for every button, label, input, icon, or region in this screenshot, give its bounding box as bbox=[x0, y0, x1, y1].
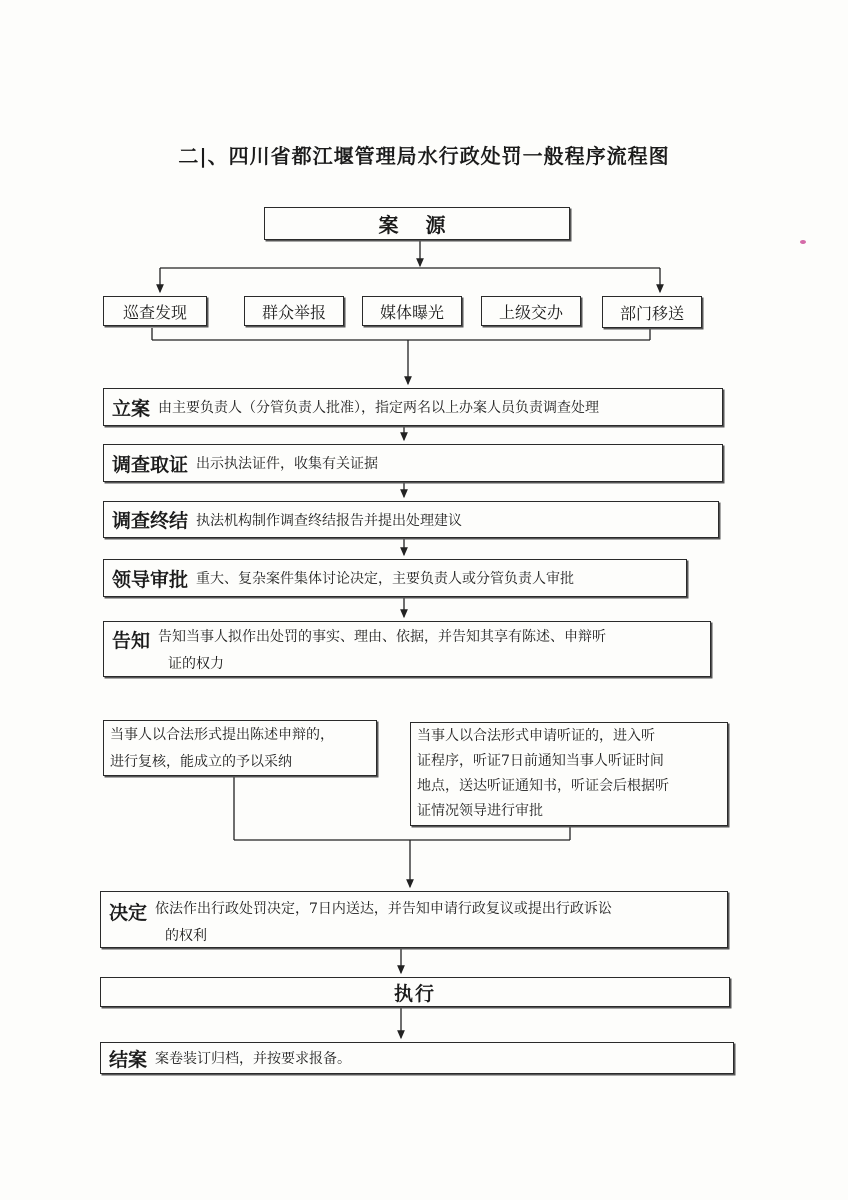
step-approval bbox=[103, 559, 687, 597]
step-head: 告知 bbox=[112, 630, 151, 652]
option-line: 进行复核，能成立的予以采纳 bbox=[110, 754, 292, 770]
step-head: 调查终结 bbox=[112, 510, 189, 532]
channel-label: 媒体曝光 bbox=[379, 302, 444, 322]
channel-superior bbox=[481, 296, 581, 326]
step-filing bbox=[103, 388, 723, 426]
step-body-line2: 证的权力 bbox=[168, 656, 224, 672]
source-box bbox=[264, 207, 570, 240]
channel-public-report bbox=[244, 296, 344, 326]
channel-department bbox=[602, 296, 702, 328]
scan-speck bbox=[798, 238, 808, 246]
step-notify bbox=[103, 621, 711, 677]
channel-label: 巡查发现 bbox=[122, 302, 187, 322]
option-line: 证程序，听证7日前通知当事人听证时间 bbox=[417, 753, 664, 769]
option-line: 当事人以合法形式提出陈述申辩的， bbox=[110, 727, 334, 743]
execution-label: 执行 bbox=[393, 982, 436, 1005]
step-evidence bbox=[103, 444, 723, 482]
step-execution bbox=[100, 977, 730, 1007]
step-head: 领导审批 bbox=[112, 568, 189, 591]
step-decision bbox=[100, 891, 728, 948]
option-line: 当事人以合法形式申请听证的，进入听 bbox=[417, 728, 655, 744]
channel-label: 群众举报 bbox=[261, 302, 326, 322]
step-body-line1: 告知当事人拟作出处罚的事实、理由、依据，并告知其享有陈述、申辩听 bbox=[158, 629, 607, 645]
channel-label: 上级交办 bbox=[498, 302, 563, 322]
channel-patrol bbox=[103, 296, 207, 326]
option-line: 地点，送达听证通知书，听证会后根据听 bbox=[417, 778, 669, 794]
step-body: 执法机构制作调查终结报告并提出处理建议 bbox=[196, 512, 463, 529]
step-body: 由主要负责人（分管负责人批准），指定两名以上办案人员负责调查处理 bbox=[158, 400, 600, 416]
step-body: 案卷装订归档，并按要求报备。 bbox=[155, 1051, 352, 1067]
source-label: 案 源 bbox=[378, 213, 456, 237]
option-defense bbox=[103, 720, 377, 776]
step-head: 结案 bbox=[109, 1048, 148, 1071]
option-line: 证情况领导进行审批 bbox=[417, 803, 543, 819]
channel-media bbox=[362, 296, 462, 326]
step-body-line2: 的权利 bbox=[165, 928, 207, 944]
option-hearing bbox=[410, 722, 728, 826]
channel-label: 部门移送 bbox=[619, 303, 684, 323]
step-conclusion bbox=[103, 501, 719, 538]
step-body-line1: 依法作出行政处罚决定，7日内送达，并告知申请行政复议或提出行政诉讼 bbox=[155, 901, 612, 917]
page-title: 二|、四川省都江堰管理局水行政处罚一般程序流程图 bbox=[178, 144, 670, 168]
step-head: 决定 bbox=[109, 902, 148, 924]
step-head: 调查取证 bbox=[112, 453, 189, 476]
step-head: 立案 bbox=[112, 397, 151, 420]
step-body: 出示执法证件，收集有关证据 bbox=[196, 456, 379, 472]
step-closing bbox=[100, 1042, 734, 1074]
step-body: 重大、复杂案件集体讨论决定，主要负责人或分管负责人审批 bbox=[196, 571, 575, 587]
